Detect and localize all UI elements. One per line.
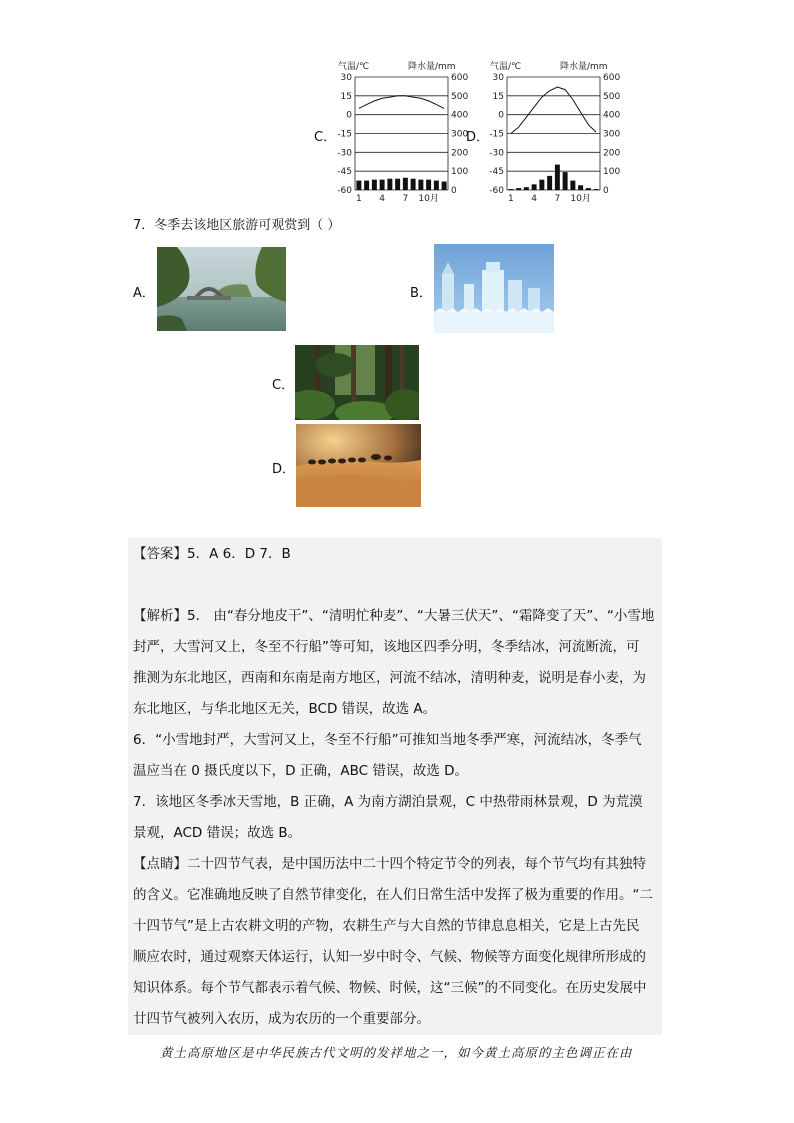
- precipitation-bar: [356, 181, 361, 190]
- x-tick-label: 7: [554, 194, 561, 204]
- stone-bridge-lake-photo: [157, 247, 286, 331]
- x-tick-label: 10月: [418, 194, 439, 204]
- analysis-line: 【解析】5． 由“春分地皮干”、“清明忙种麦”、“大暑三伏天”、“霜降变了天”、“小雪地: [133, 608, 655, 624]
- q7-option-b-label: B．: [410, 286, 432, 301]
- climate-chart-c: [330, 60, 480, 205]
- desert-camel-photo: [296, 424, 421, 507]
- temp-tick-label: -45: [337, 167, 352, 178]
- rainforest-photo: [295, 345, 419, 420]
- precipitation-bar: [524, 187, 529, 190]
- precipitation-bar: [516, 188, 521, 190]
- precipitation-bar: [395, 179, 400, 190]
- precipitation-bar: [372, 180, 377, 190]
- precip-tick-label: 200: [603, 148, 621, 159]
- key-point-line: 十四节气”是上古农耕文明的产物，农耕生产与大自然的节律息息相关，它是上古先民: [133, 918, 640, 934]
- precipitation-bar: [563, 172, 568, 190]
- temp-tick-label: -30: [489, 148, 504, 159]
- temp-tick-label: 0: [346, 110, 352, 121]
- q7-option-a-label: A．: [133, 286, 155, 301]
- precip-tick-label: 500: [603, 91, 621, 102]
- precipitation-bar: [403, 178, 408, 190]
- precipitation-bar: [418, 180, 423, 190]
- precipitation-bar: [434, 181, 439, 190]
- precipitation-bar: [380, 180, 385, 190]
- climate-chart-d: [482, 60, 632, 205]
- precip-tick-label: 600: [603, 73, 621, 83]
- key-point-line: 的含义。它准确地反映了自然节律变化，在人们日常生活中发挥了极为重要的作用。“二: [133, 887, 653, 903]
- precipitation-bar: [594, 189, 599, 190]
- precip-tick-label: 300: [451, 129, 469, 140]
- precip-tick-label: 400: [603, 110, 621, 121]
- precip-tick-label: 100: [451, 167, 469, 178]
- precipitation-bar: [547, 176, 552, 190]
- precip-tick-label: 600: [451, 73, 469, 83]
- temp-tick-label: 30: [340, 73, 352, 83]
- precipitation-bar: [555, 165, 560, 190]
- x-tick-label: 1: [508, 194, 514, 204]
- precip-tick-label: 300: [603, 129, 621, 140]
- precipitation-bar: [539, 180, 544, 190]
- temperature-line: [511, 87, 596, 134]
- precip-tick-label: 0: [603, 186, 609, 196]
- next-question-intro: 黄土高原地区是中华民族古代文明的发祥地之一，如今黄土高原的主色调正在由: [160, 1045, 633, 1060]
- precip-tick-label: 400: [451, 110, 469, 121]
- precip-axis-title: 降水量/mm: [560, 62, 608, 72]
- temp-tick-label: 30: [492, 73, 504, 83]
- analysis-line: 7．该地区冬季冰天雪地，B 正确，A 为南方湖泊景观，C 中热带雨林景观，D 为荒漠: [133, 794, 643, 810]
- precip-tick-label: 500: [451, 91, 469, 102]
- x-tick-label: 10月: [570, 194, 591, 204]
- precipitation-bar: [508, 189, 513, 190]
- precip-axis-title: 降水量/mm: [408, 62, 456, 72]
- ice-castle-photo: [434, 244, 554, 333]
- analysis-line: 景观，ACD 错误；故选 B。: [133, 825, 302, 841]
- key-point-line: 【点睛】二十四节气表，是中国历法中二十四个特定节令的列表，每个节气均有其独特: [133, 856, 646, 872]
- analysis-line: 温应当在 0 摄氏度以下，D 正确，ABC 错误，故选 D。: [133, 763, 469, 779]
- precipitation-bar: [578, 185, 583, 190]
- answer-line: 【答案】5．A 6．D 7．B: [133, 546, 291, 562]
- precip-tick-label: 200: [451, 148, 469, 159]
- precipitation-bar: [426, 180, 431, 190]
- temp-tick-label: -60: [337, 186, 352, 196]
- precip-tick-label: 100: [603, 167, 621, 178]
- analysis-line: 封严，大雪河又上，冬至不行船”等可知，该地区四季分明，冬季结冰，河流断流，可: [133, 639, 640, 655]
- x-tick-label: 1: [356, 194, 362, 204]
- precipitation-bar: [387, 179, 392, 190]
- temp-tick-label: 0: [498, 110, 504, 121]
- temp-tick-label: 15: [340, 91, 352, 102]
- precip-tick-label: 0: [451, 186, 457, 196]
- temp-tick-label: -15: [489, 129, 504, 140]
- precipitation-bar: [411, 179, 416, 190]
- analysis-line: 6．“小雪地封严，大雪河又上，冬至不行船”可推知当地冬季严寒，河流结冰，冬季气: [133, 732, 642, 748]
- precipitation-bar: [442, 182, 447, 190]
- x-tick-label: 7: [402, 194, 409, 204]
- option-c-label: C．: [314, 130, 337, 145]
- temp-tick-label: -45: [489, 167, 504, 178]
- key-point-line: 知识体系。每个节气都表示着气候、物候、时候，这“三候”的不同变化。在历史发展中: [133, 980, 647, 996]
- q7-option-d-label: D．: [272, 462, 296, 477]
- x-tick-label: 4: [531, 194, 537, 204]
- temp-tick-label: -15: [337, 129, 352, 140]
- analysis-line: 推测为东北地区，西南和东南是南方地区，河流不结冰，清明种麦，说明是春小麦，为: [133, 670, 646, 686]
- precipitation-bar: [364, 181, 369, 190]
- temp-tick-label: -60: [489, 186, 504, 196]
- temperature-line: [359, 96, 444, 109]
- question-7-stem: 7．冬季去该地区旅游可观赏到（ ）: [133, 218, 341, 233]
- temp-axis-title: 气温/℃: [490, 62, 522, 72]
- temp-tick-label: 15: [492, 91, 504, 102]
- precipitation-bar: [532, 184, 537, 190]
- q7-option-c-label: C．: [272, 378, 295, 393]
- precipitation-bar: [570, 181, 575, 190]
- key-point-line: 顺应农时，通过观察天体运行，认知一岁中时令、气候、物候等方面变化规律所形成的: [133, 949, 646, 965]
- precipitation-bar: [586, 188, 591, 190]
- x-tick-label: 4: [379, 194, 385, 204]
- temp-axis-title: 气温/℃: [338, 62, 370, 72]
- analysis-line: 东北地区，与华北地区无关，BCD 错误，故选 A。: [133, 701, 437, 717]
- key-point-line: 廿四节气被列入农历，成为农历的一个重要部分。: [133, 1011, 430, 1027]
- option-d-label: D．: [466, 130, 490, 145]
- temp-tick-label: -30: [337, 148, 352, 159]
